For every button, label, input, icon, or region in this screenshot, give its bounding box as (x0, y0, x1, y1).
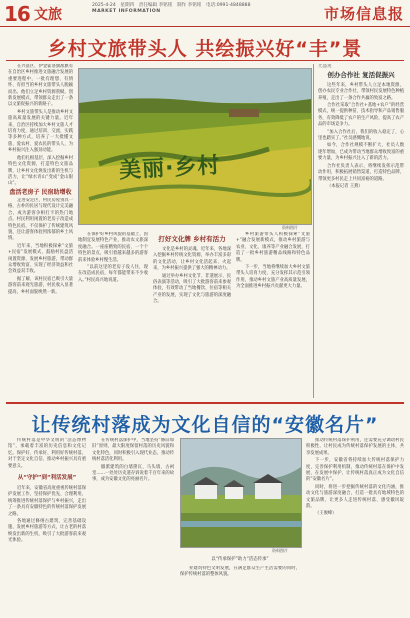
village-art-icon (181, 439, 301, 547)
section-divider (6, 402, 404, 404)
article2-col5-paragraph: 同时，将进一步挖掘传统村落的文化内涵，推动文化与旅游深度融合，打造一批具有地域特色的文旅品牌，让更多人走进传统村落、感受徽风皖韵。 (306, 484, 404, 510)
article2-column-1 (8, 438, 86, 614)
article1-col2-paragraph: 据了解，该村民宿已吸引大量游客前来观光旅游，村民收入显著提高，乡村面貌焕然一新。 (8, 276, 73, 295)
date-line: 2025-4-24 星期四 责任编辑 李铭铭 制作 李铭铭 电话:0991-4848888 (92, 3, 251, 8)
article2-col2-paragraph: 近年来，安徽省高度重视传统村落保护发展工作，坚持保护优先、合理利用，统筹推进传统村落保护与乡村振兴，走出了一条具有安徽特色的传统村落保护发展之路。 (8, 486, 86, 517)
article1-subhead-1: 盘活老房子 民宿助增收 (9, 189, 72, 196)
headline-rule (6, 60, 404, 61)
article2-headline: 让传统村落成为文化自信的“安徽名片” (31, 414, 379, 436)
sidebar-title: 创办合作社 复活促振兴 (327, 71, 395, 80)
newspaper-brand: 市场信息报 (323, 5, 404, 23)
article1-col1-paragraph: 乡村文旅带头人是推动乡村文旅高质量发展的关键力量。近年来，自治区持续加大乡村文旅人才培育力度，通过培训、交流、实践等多种方式，培养了一大批懂文旅、爱农村、爱农民的带头人，为乡村振兴注入强劲动能。 (8, 109, 73, 154)
article2-column-4 (306, 438, 404, 614)
photo2-credit: 资料图片 (272, 548, 288, 553)
sidebar-paragraph: 合作社负责人表示，将继续发挥示范带动作用，积极拓展销售渠道，打造特色品牌，带领更多村民走上共同富裕的道路。 (318, 163, 404, 182)
page-number: 16 (4, 2, 30, 26)
article2-col2-paragraph: 各地通过修缮古建筑、完善基础设施、发展乡村旅游等方式，让古老的村落焕发出新的生机，吸引了大批游客前来观光体验。 (8, 519, 86, 544)
article1-col3-paragraph: 在保护好乡村风貌的基础上，因地制宜发展特色产业，推动农文旅深度融合。一座座精致的民宿、一个个特色的景点，吸引着越来越多的游客前来体验乡村慢生活。 (78, 232, 148, 263)
article2-col4-paragraph: 业建筑特色文明发展，在满足群众生产生活需要的同时，保护传统村落的整体风貌。 (180, 566, 300, 578)
rice-field-photo (78, 68, 312, 225)
village-photo (180, 438, 302, 548)
article1-subhead-2: 打好文化牌 乡村有活力 (158, 235, 226, 243)
article2-column-3 (180, 566, 300, 614)
article1-column-3 (78, 232, 148, 398)
article1-col2-paragraph: 近年来，当地积极探索“文旅+民宿”发展模式，鼓励村民盘活闲置资源，发展乡村旅游，带动群众增收致富，实现了经济效益和社会效益双丰收。 (8, 243, 73, 275)
article2-col1-paragraph: 传统村落是中华文明的“活态博物馆”，承载着丰富的历史信息和文化记忆。保护好、传承好、利用好传统村落，对于坚定文化自信、推动乡村振兴具有重要意义。 (8, 438, 86, 469)
masthead-subtitle: MARKET INFORMATION (92, 9, 161, 14)
article1-subhead-wrap (8, 186, 73, 198)
sidebar-divider (313, 64, 314, 398)
article2-subhead-1: 从“守护”到“利活发展” (17, 475, 77, 482)
article1-col5-paragraph: 乡村旅游带头人积极探索“文旅+”融合发展新模式，推动乡村旅游与农业、文化、康养等产业融合发展，打造了一批乡村旅游精品线路和特色品牌。 (236, 232, 310, 263)
sidebar-header: 光盛观 (318, 64, 332, 69)
article2-column-2 (92, 438, 174, 614)
article1-col5-paragraph: 下一步，当地将继续加大乡村文旅带头人培育力度，充分发挥其示范引领作用，推动乡村文旅产业高质量发展，为全面推进乡村振兴贡献更大力量。 (236, 265, 310, 290)
photo2-caption: 以“传承保护”助力“活态传承” (211, 557, 269, 562)
sidebar-paragraph: 这些年来，乡村带头人立足本地资源，创办农民专业合作社，带领村民发展特色种植养殖，走出了一条合作共赢的致富之路。 (318, 82, 404, 101)
article1-column-4-wrap (153, 232, 231, 398)
masthead (0, 0, 410, 27)
article2-col3-paragraph: 徽派建筑的白墙黛瓦、马头墙、古祠堂……一处处历史遗存诉说着千百年来的故事，成为安徽文化的亮丽名片。 (92, 464, 174, 483)
article2-col5-paragraph: 推动传统村落保护利用，还需要充分调动村民积极性，让村民成为传统村落保护发展的主体，共享发展成果。 (306, 438, 404, 456)
sidebar-paragraph: （本报记者 王燕） (327, 183, 363, 189)
sidebar-paragraph: 合作社采取“合作社+基地+农户”的经营模式，统一提供种苗、技术指导和产品销售服务，有效降低了农户的生产风险，提高了农产品的市场竞争力。 (318, 103, 404, 128)
photo-field-lettering: 美丽·乡村 (118, 153, 222, 184)
article2-col5-paragraph: 下一步，安徽省将持续加大传统村落保护力度，完善保护利用机制，推动传统村落在保护中发展、在发展中保护，让传统村落真正成为文化自信的“安徽名片”。 (306, 458, 404, 483)
sidebar-paragraph: “加入合作社后，我们的收入稳定了，心里也踏实了。”社员感慨地说。 (318, 129, 404, 142)
article1-col2-paragraph: 走进安定区，村民房屋别具一格，古朴的民居与现代设计完美融合，成为游客争相打卡的热门地点。村民利用闲置的老房子改造成特色民宿，不仅保护了传统建筑风貌，还让游客体验到浓郁的乡土风情。 (8, 198, 73, 242)
sidebar (318, 64, 404, 398)
article1-col4-paragraph: 文化是乡村的灵魂。近年来，各地深入挖掘乡村传统文化资源，举办丰富多彩的文化活动，让乡村文化活起来、火起来，为乡村振兴提供了强大的精神动力。 (153, 247, 231, 272)
sidebar-paragraph: 如今，合作社规模不断扩大，社员人数逐年增加，已成为带动当地群众增收致富的重要力量，为乡村振兴注入了新的活力。 (318, 143, 404, 162)
article1-column-5 (236, 232, 310, 398)
article1-column-1 (8, 64, 73, 186)
article1-col1-paragraph: 在兴富区，伊金霍洛旗准旗有在自治区乡村推进文旅融合发展的重要进程中，一批有理想、有情怀、有担当的乡村文旅带头人脱颖而出。他们立足乡村资源禀赋，创新发展模式，带领群众走出了一条以文旅促振兴的新路子。 (8, 64, 73, 108)
article2-col5-paragraph: （王俊峰） (315, 511, 337, 517)
masthead-meta (92, 3, 322, 15)
article2-col3-paragraph: 在传统村落保护中，当地坚持“修旧如旧”原则，最大限度保留村落的历史风貌和文化特色，同时积极引入现代业态，推动传统村落活化利用。 (92, 438, 174, 463)
article1-col4-paragraph: 通过举办乡村文化节、非遗展示、民俗表演等活动，吸引了大批游客前来参观体验，有效带动了当地餐饮、住宿等相关产业的发展，实现了文化与旅游的深度融合。 (153, 273, 231, 305)
section-name: 文旅 (34, 7, 62, 23)
photo1-credit: 资料图片 (282, 225, 298, 230)
article1-column-2 (8, 198, 73, 398)
rice-field-art-icon (79, 69, 311, 224)
article1-col3-paragraph: “以前这里的老房子没人住，现在改造成民宿，每年都能带来不少收入。”村民高兴地说道。 (78, 265, 148, 283)
article1-headline: 乡村文旅带头人 共绘振兴好“丰”景 (47, 38, 363, 60)
article1-col1-paragraph: 他们扎根基层，深入挖掘乡村特色文化资源，打造特色文旅品牌，让乡村文化焕发出新的生机与活力，让“绿水青山”变成“金山银山”。 (8, 155, 73, 186)
